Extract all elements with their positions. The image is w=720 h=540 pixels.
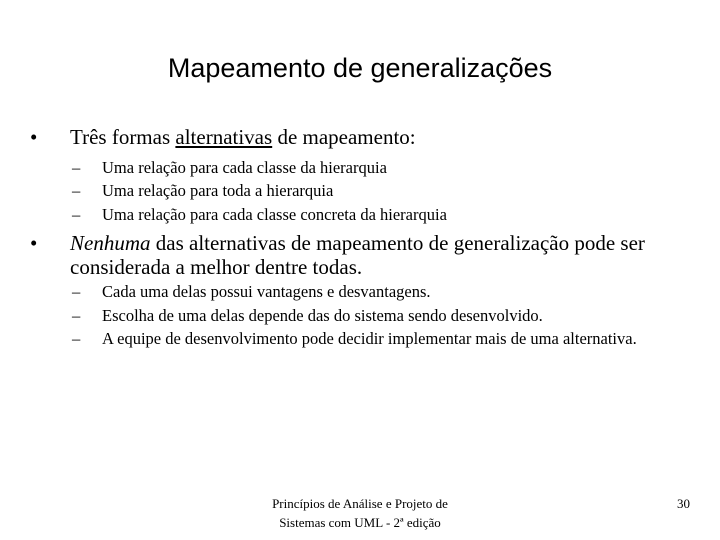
bullet-text-rest: das alternativas de mapeamento de generalização pode ser considerada a melhor dentre todas. bbox=[70, 231, 645, 279]
sub-item-text: Uma relação para cada classe concreta da hierarquia bbox=[102, 205, 447, 224]
bullet-text-suffix: de mapeamento: bbox=[272, 125, 416, 149]
bullet-text bbox=[70, 231, 670, 279]
footer-line: Princípios de Análise e Projeto de bbox=[272, 496, 448, 511]
bullet-text-prefix: Três formas bbox=[70, 125, 176, 149]
sub-item-text: Cada uma delas possui vantagens e desvantagens. bbox=[102, 282, 431, 301]
bullet-marker: • bbox=[30, 125, 38, 149]
slide-footer bbox=[200, 494, 520, 532]
bullet-marker: • bbox=[30, 231, 38, 255]
slide-title: Mapeamento de generalizações bbox=[167, 53, 553, 83]
sub-bullet-marker: – bbox=[72, 306, 81, 325]
footer-line: Sistemas com UML - 2ª edição bbox=[279, 515, 441, 530]
sub-bullet-marker: – bbox=[72, 329, 81, 348]
sub-item-text: Uma relação para toda a hierarquia bbox=[102, 181, 334, 200]
sub-bullet-marker: – bbox=[72, 282, 81, 301]
page-number: 30 bbox=[677, 496, 690, 511]
sub-item-text: A equipe de desenvolvimento pode decidir implementar mais de uma alternativa. bbox=[102, 329, 637, 348]
sub-bullet-marker: – bbox=[72, 158, 81, 177]
sub-item-text: Escolha de uma delas depende das do sistema sendo desenvolvido. bbox=[102, 306, 543, 325]
bullet-text-emphasis: Nenhuma bbox=[70, 231, 151, 255]
bullet-text bbox=[70, 125, 710, 149]
bullet-text-underlined: alternativas bbox=[175, 125, 273, 149]
sub-item-text: Uma relação para cada classe da hierarquia bbox=[102, 158, 387, 177]
sub-bullet-marker: – bbox=[72, 205, 81, 224]
sub-bullet-marker: – bbox=[72, 181, 81, 200]
